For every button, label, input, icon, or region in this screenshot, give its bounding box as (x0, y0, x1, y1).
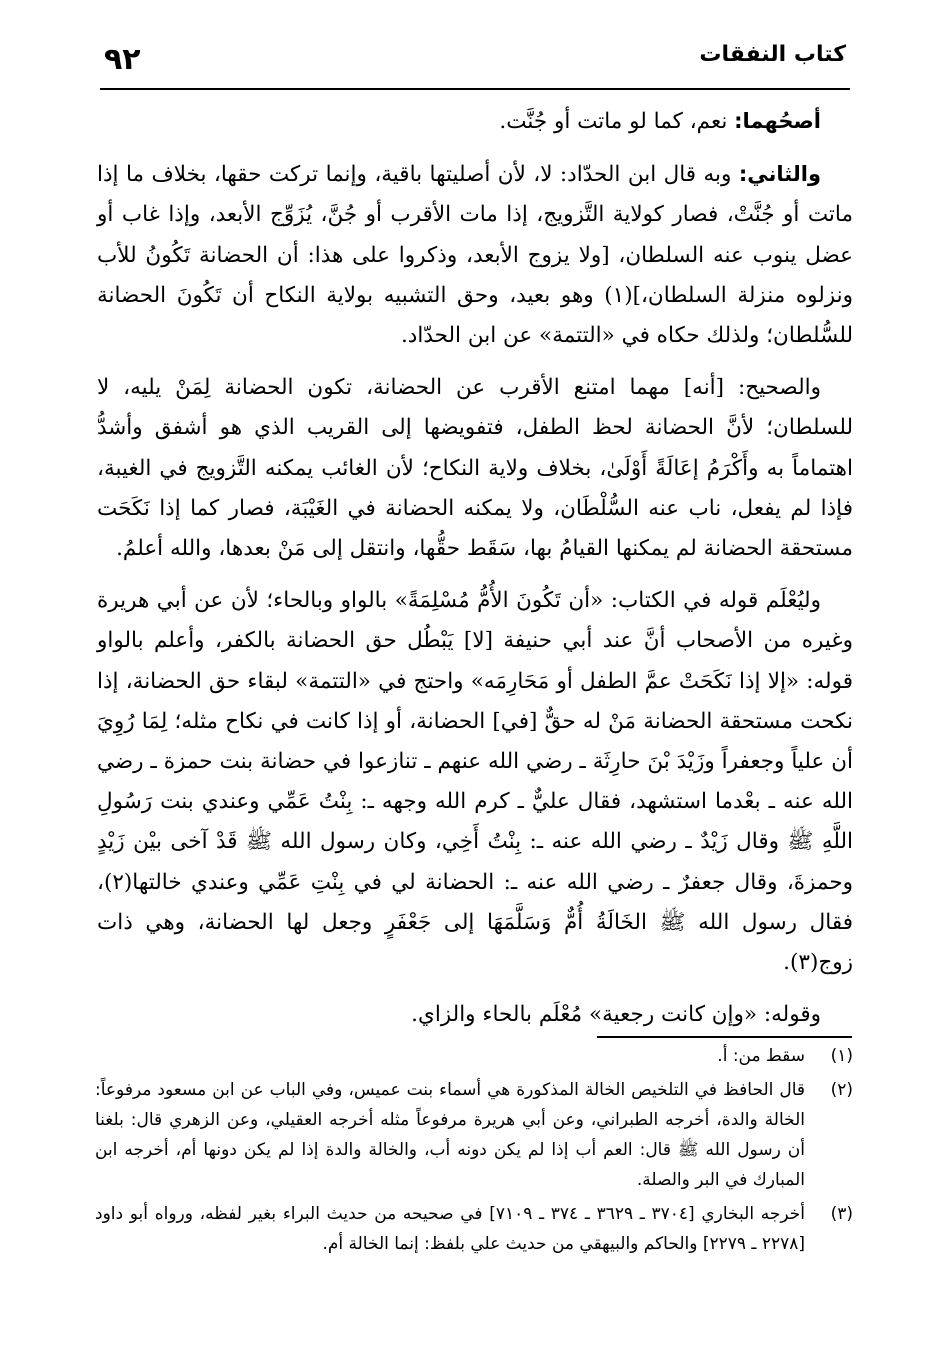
paragraph-text: وبه قال ابن الحدّاد: لا، لأن أصليتها باقية، وإنما تركت حقها، بخلاف ما إذا ماتت أو جُنَّتْ، فصار كولاية التَّزويج، إذا مات الأقرب أو جُنَّ، يُزَوِّج الأبعد، وإذا غاب أو عضل ينوب عنه السلطان، [ولا يزوج الأبعد، وذكروا على هذا: أن الحضانة تَكُونُ للأب ونزلوه منزلة السلطان،](١) وهو بعيد، وحق التشبيه بولاية النكاح أن تَكُونَ الحضانة للسُّلطان؛ ولذلك حكاه في «التتمة» عن ابن الحدّاد. (97, 162, 853, 349)
page-header (100, 34, 850, 90)
footnote-2 (95, 1075, 853, 1195)
footnote-3 (95, 1199, 853, 1259)
paragraph-text: نعم، كما لو ماتت أو جُنَّت. (499, 109, 735, 134)
footnotes (95, 1041, 853, 1263)
footnote-number: (٣) (830, 1204, 853, 1224)
footnote-divider (597, 1036, 852, 1038)
paragraph-lead: والثاني: (738, 162, 821, 187)
paragraph-5: وقوله: «وإن كانت رجعية» مُعْلَم بالحاء والزاي. (411, 1002, 821, 1028)
page-number: ٩٢ (104, 42, 141, 77)
paragraph-lead: أصحُهما: (734, 109, 821, 133)
footnote-1 (95, 1041, 853, 1071)
footnote-number: (١) (830, 1046, 853, 1066)
footnote-text: قال الحافظ في التلخيص الخالة المذكورة هي أسماء بنت عميس، وفي الباب عن ابن مسعود مرفوعاً: الخالة والدة، أخرجه الطبراني، وعن أبي هريرة مرفوعاً مثله أخرجه العقيلي، وعن الزهري قال: بلغنا أن رسول الله ﷺ قال: العم أب إذا لم يكن دونه أب، والخالة والدة إذا لم يكن دونها أم، أخرجه ابن المبارك في البر والصلة. (95, 1080, 805, 1190)
paragraph-3: والصحيح: [أنه] مهما امتنع الأقرب عن الحضانة، تكون الحضانة لِمَنْ يليه، لا للسلطان؛ لأنَّ الحضانة لحظ الطفل، فتفويضها إلى القريب الذي هو أشفق وأشدُّ اهتماماً به وأَكْرَمُ إعَالَةً أَوْلَىٰ، بخلاف ولاية النكاح؛ لأن الغائب يمكنه التَّزويج في الغيبة، فإذا لم يفعل، ناب عنه السُّلْطَان، ولا يمكنه الحضانة في الغَيْبَة، فصار كما إذا نَكَحَت مستحقة الحضانة لم يمكنها القيامُ بها، سَقَط حقُّها، وانتقل إلى مَنْ بعدها، والله أعلمُ. (97, 375, 853, 562)
footnote-number: (٢) (830, 1080, 853, 1100)
footnote-text: سقط من: أ. (717, 1046, 805, 1066)
paragraph-1 (97, 101, 853, 142)
paragraph-4: وليُعْلَم قوله في الكتاب: «أن تَكُونَ الأُمُّ مُسْلِمَةً» بالواو وبالحاء؛ لأن عن أبي هريرة وغيره من الأصحاب أنَّ عند أبي حنيفة [لا] يَبْطُل حق الحضانة بالكفر، وأعلم بالواو قوله: «إلا إذا نَكَحَتْ عمَّ الطفل أو مَحَارِمَه» واحتج في «التتمة» لبقاء حق الحضانة، إذا نكحت مستحقة الحضانة مَنْ له حقٌّ [في] الحضانة، أو إذا كانت في نكاح مثله؛ لِمَا رُوِيَ أن علياً وجعفراً وزَيْدَ بْنَ حارِثَة ـ رضي الله عنهم ـ تنازعوا في حضانة بنت حمزة ـ رضي الله عنه ـ بعْدما استشهد، فقال عليٌّ ـ كرم الله وجهه ـ: بِنْتُ عَمِّي وعندي بنت رَسُولِ اللَّهِ ﷺ وقال زَيْدٌ ـ رضي الله عنه ـ: بِنْتُ أَخِي، وكان رسول الله ﷺ قَدْ آخى بيْن زَيْدٍ وحمزةَ، وقال جعفرٌ ـ رضي الله عنه ـ: الحضانة لي في بِنْتِ عَمِّي وعندي خالتها(٢)، فقال رسول الله ﷺ الخَالَةُ أُمٌّ وَسَلَّمَهَا إلى جَعْفَرٍ وجعل لها الحضانة، وهي ذات زوج(٣). (97, 588, 853, 976)
paragraph-2 (97, 154, 853, 356)
main-text (97, 101, 853, 1047)
running-title: كتاب النفقات (699, 42, 846, 67)
footnote-text: أخرجه البخاري [٣٧٠٤ ـ ٣٦٢٩ ـ ٣٧٤ ـ ٧١٠٩] في صحيحه من حديث البراء بغير لفظه، ورواه أبو داود [٢٢٧٨ ـ ٢٢٧٩] والحاكم والبيهقي من حديث علي بلفظ: إنما الخالة أم. (95, 1204, 805, 1254)
